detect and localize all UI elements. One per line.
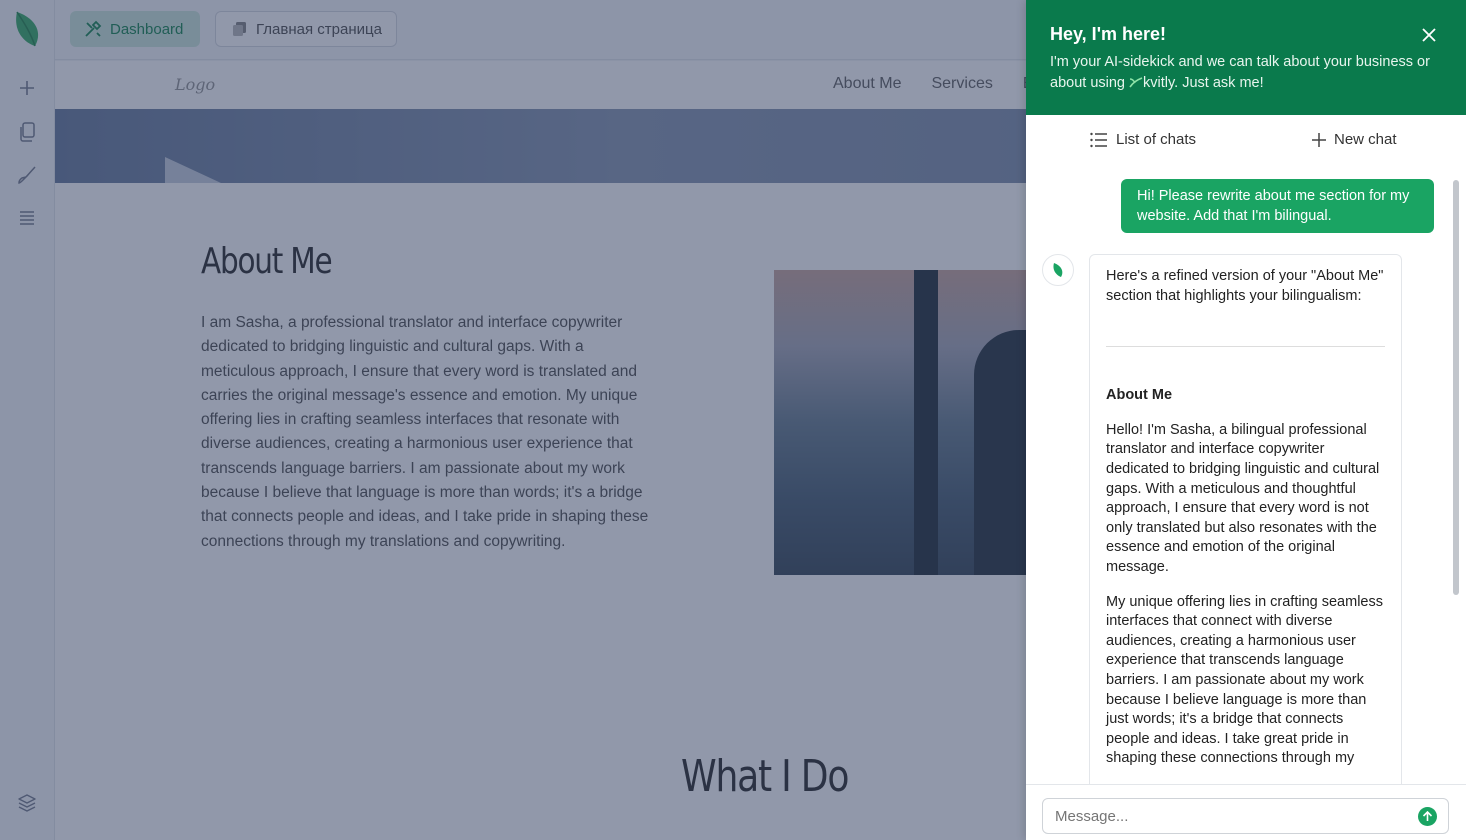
chat-messages[interactable] <box>1026 167 1466 784</box>
divider <box>1106 346 1385 347</box>
sprout-icon <box>1129 76 1143 88</box>
bot-avatar <box>1042 254 1074 286</box>
leaf-icon <box>1052 262 1064 278</box>
bot-paragraph-2: My unique offering lies in crafting seamless interfaces that connect with diverse audiences, creating a harmonious user experience that transcends language barriers. I am passionate about my work because I believe language is more than just words; it's a bridge that connects people and ideas. I take great pride in shaping these connections through my <box>1106 593 1383 767</box>
arrow-up-icon <box>1422 811 1433 822</box>
new-chat-button[interactable] <box>1312 131 1397 148</box>
chat-title: Hey, I'm here! <box>1050 24 1166 44</box>
list-of-chats-button[interactable] <box>1090 131 1196 148</box>
message-composer <box>1026 784 1466 840</box>
chat-tabs <box>1026 115 1466 167</box>
message-input[interactable] <box>1042 798 1449 834</box>
bot-intro: Here's a refined version of your "About Me" section that highlights your bilingualism: <box>1106 268 1384 304</box>
bot-message <box>1089 254 1402 784</box>
send-button[interactable] <box>1418 807 1437 826</box>
close-icon[interactable] <box>1420 26 1438 44</box>
chat-header <box>1026 0 1466 115</box>
list-icon <box>1090 132 1108 148</box>
ai-chat-panel <box>1026 0 1466 840</box>
bot-heading: About Me <box>1106 387 1173 404</box>
list-of-chats-label: List of chats <box>1116 131 1197 148</box>
user-message: Hi! Please rewrite about me section for my website. Add that I'm bilingual. <box>1121 179 1434 233</box>
plus-icon <box>1312 133 1326 147</box>
bot-paragraph-1: Hello! I'm Sasha, a bilingual professional translator and interface copywriter dedicated to bridging linguistic and cultural gaps. With a meticulous and thoughtful approach, I ensure that every word is not only translated but also resonates with the essence and emotion of the original message. <box>1106 421 1380 575</box>
chat-scrollbar[interactable] <box>1453 180 1459 595</box>
new-chat-label: New chat <box>1334 131 1397 148</box>
chat-subtitle: I'm your AI-sidekick and we can talk about your business or about using kvitly. Just ask me! <box>1050 54 1430 91</box>
